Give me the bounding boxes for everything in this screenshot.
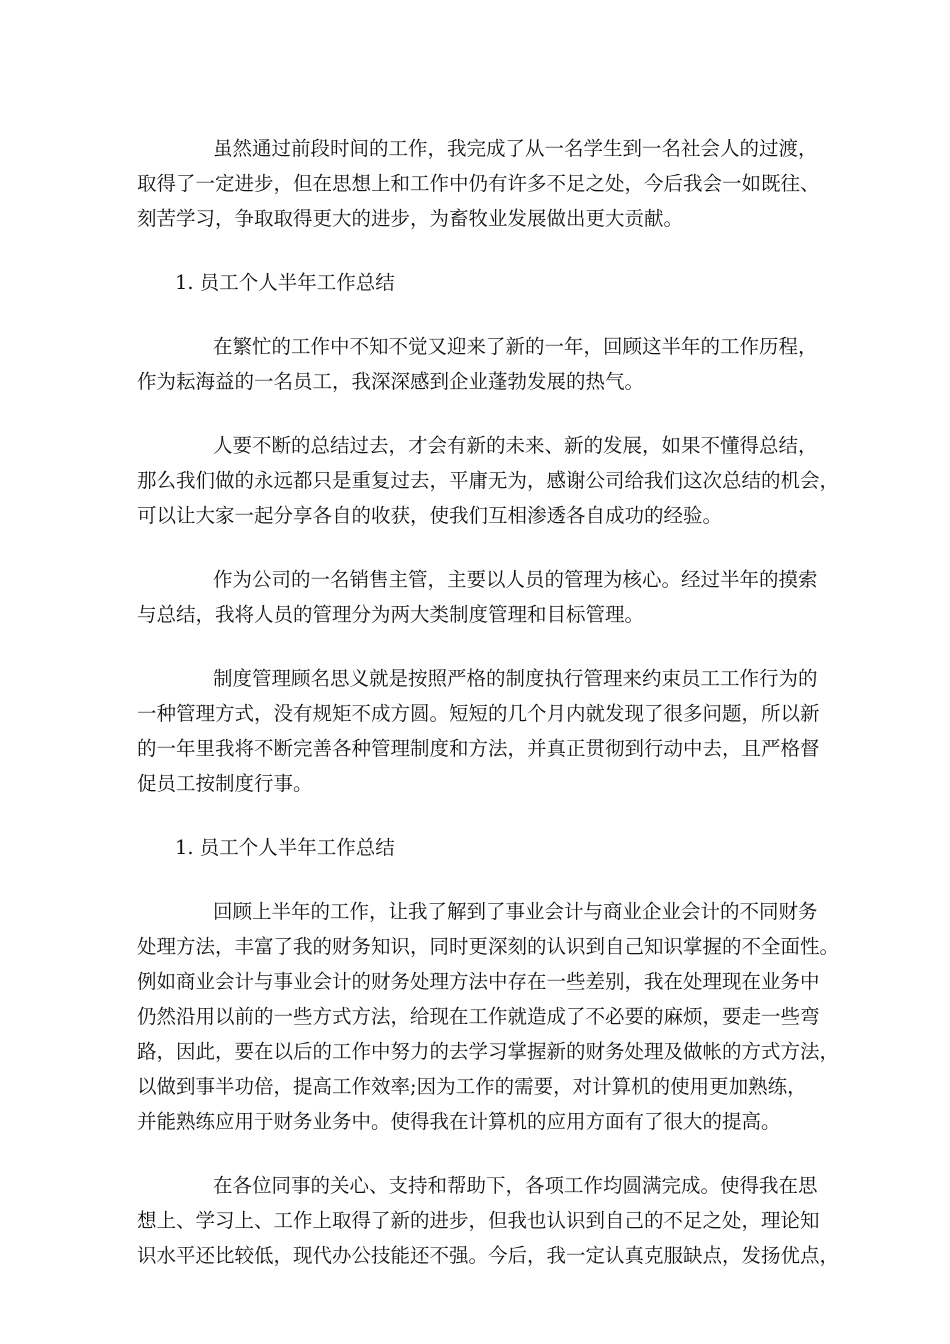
paragraph-line: 人要不断的总结过去，才会有新的未来、新的发展，如果不懂得总结，	[213, 434, 818, 457]
paragraph-line: 的一年里我将不断完善各种管理制度和方法，并真正贯彻到行动中去，且严格督	[137, 737, 820, 760]
paragraph-line: 与总结，我将人员的管理分为两大类制度管理和目标管理。	[137, 603, 645, 626]
paragraph-line: 处理方法，丰富了我的财务知识，同时更深刻的认识到自己知识掌握的不全面性。	[137, 935, 840, 958]
paragraph-line: 识水平还比较低，现代办公技能还不强。今后，我一定认真克服缺点，发扬优点，	[137, 1244, 840, 1267]
paragraph-line: 想上、学习上、工作上取得了新的进步，但我也认识到自己的不足之处，理论知	[137, 1209, 820, 1232]
paragraph-new-year	[137, 329, 827, 399]
paragraph-line: 作为耘海益的一名员工，我深深感到企业蓬勃发展的热气。	[137, 370, 645, 393]
paragraph-line: 作为公司的一名销售主管，主要以人员的管理为核心。经过半年的摸索	[213, 568, 818, 591]
paragraph-line: 刻苦学习，争取取得更大的进步，为畜牧业发展做出更大贡献。	[137, 207, 684, 230]
paragraph-line: 那么我们做的永远都只是重复过去，平庸无为，感谢公司给我们这次总结的机会，	[137, 469, 840, 492]
paragraph-line: 在繁忙的工作中不知不觉又迎来了新的一年，回顾这半年的工作历程，	[213, 335, 818, 358]
paragraph-line: 仍然沿用以前的一些方式方法，给现在工作就造成了不必要的麻烦，要走一些弯	[137, 1005, 820, 1028]
paragraph-line: 例如商业会计与事业会计的财务处理方法中存在一些差别，我在处理现在业务中	[137, 970, 820, 993]
paragraph-line: 在各位同事的关心、支持和帮助下，各项工作均圆满完成。使得我在思	[213, 1174, 818, 1197]
paragraph-line: 虽然通过前段时间的工作，我完成了从一名学生到一名社会人的过渡，	[213, 137, 818, 160]
section-heading: 1. 员工个人半年工作总结	[175, 836, 395, 859]
paragraph-system-management	[137, 661, 827, 801]
paragraph-summary-value	[137, 428, 840, 533]
paragraph-line: 路，因此，要在以后的工作中努力的去学习掌握新的财务处理及做帐的方式方法，	[137, 1040, 840, 1063]
paragraph-accounting-review	[137, 894, 840, 1139]
paragraph-line: 一种管理方式，没有规矩不成方圆。短短的几个月内就发现了很多问题，所以新	[137, 702, 820, 725]
paragraph-line: 取得了一定进步，但在思想上和工作中仍有许多不足之处，今后我会一如既往、	[137, 172, 820, 195]
section-heading: 1. 员工个人半年工作总结	[175, 271, 395, 294]
paragraph-line: 促员工按制度行事。	[137, 772, 313, 795]
paragraph-line: 可以让大家一起分享各自的收获，使我们互相渗透各自成功的经验。	[137, 504, 723, 527]
paragraph-line: 制度管理顾名思义就是按照严格的制度执行管理来约束员工工作行为的	[213, 667, 818, 690]
paragraph-sales-manager	[137, 562, 827, 632]
paragraph-line: 以做到事半功倍，提高工作效率;因为工作的需要，对计算机的使用更加熟练，	[137, 1075, 807, 1098]
paragraph-colleague-support	[137, 1168, 840, 1273]
paragraph-line: 并能熟练应用于财务业务中。使得我在计算机的应用方面有了很大的提高。	[137, 1110, 781, 1133]
paragraph-line: 回顾上半年的工作，让我了解到了事业会计与商业企业会计的不同财务	[213, 900, 818, 923]
document-body	[137, 131, 840, 1302]
paragraph-transition	[137, 131, 827, 236]
